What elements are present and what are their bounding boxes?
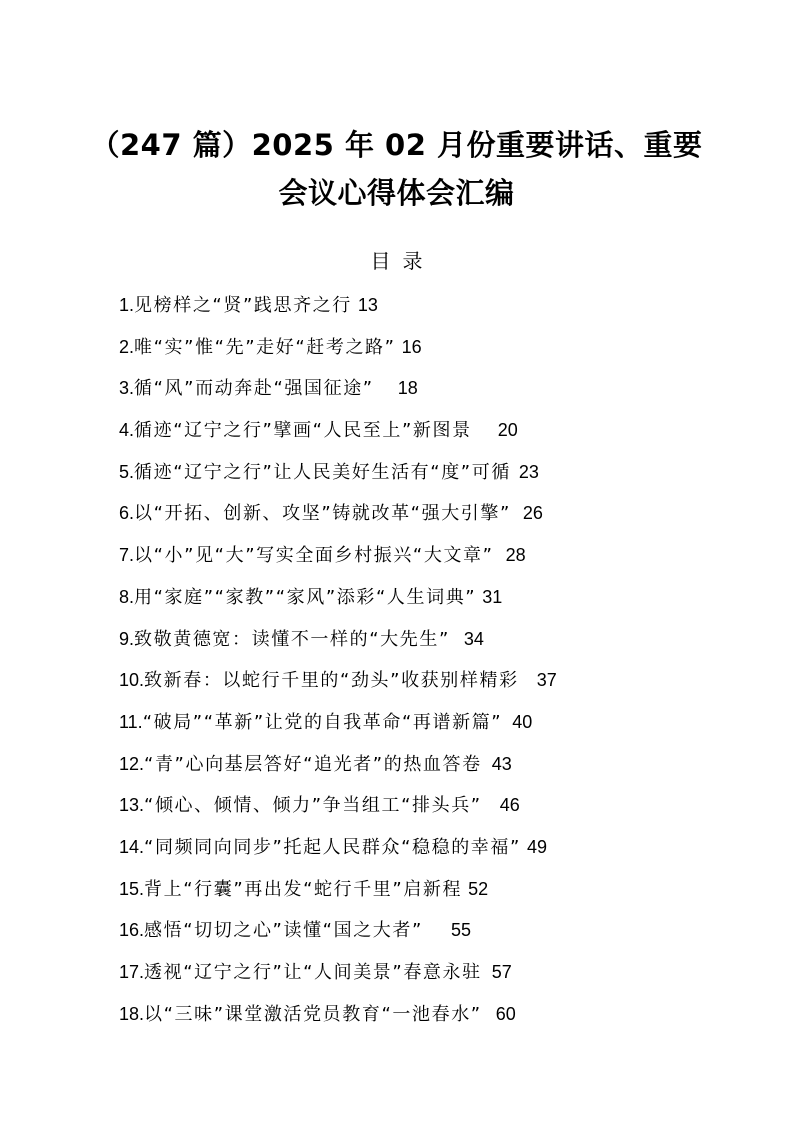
toc-entry-number: 17. <box>119 962 145 982</box>
toc-entry-page-number: 13 <box>357 295 378 315</box>
toc-entry-title: 循“风”而动奔赴“强国征途” <box>134 378 374 400</box>
toc-entry-title: “同频同向同步”托起人民群众“稳稳的幸福” <box>144 836 521 858</box>
toc-entry[interactable] <box>119 330 739 372</box>
toc-entry[interactable] <box>119 580 739 622</box>
toc-entry-page-number: 52 <box>468 878 489 899</box>
toc-entry[interactable] <box>119 622 739 664</box>
toc-entry-number: 7. <box>119 545 135 566</box>
toc-entry-title: “破局”“革新”让党的自我革命“再谱新篇” <box>142 711 503 733</box>
toc-entry[interactable] <box>119 913 739 955</box>
toc-entry-page-number: 55 <box>450 920 471 941</box>
toc-entry[interactable] <box>119 872 739 914</box>
document-title-line-1: （247 篇）2025 年 02 月份重要讲话、重要 <box>90 128 703 162</box>
toc-entry-number: 2. <box>119 336 135 357</box>
toc-entry-title: “倾心、倾情、倾力”争当组工“排头兵” <box>144 795 482 817</box>
document-title-line-2: 会议心得体会汇编 <box>278 176 515 210</box>
toc-entry-title: “青”心向基层答好“追光者”的热血答卷 <box>144 753 482 775</box>
toc-entry[interactable] <box>119 455 739 497</box>
toc-entry[interactable] <box>119 496 739 538</box>
toc-entry[interactable] <box>119 371 739 413</box>
table-of-contents <box>119 288 739 1038</box>
toc-entry-page-number: 49 <box>526 836 547 857</box>
toc-entry-title: 循迹“辽宁之行”擘画“人民至上”新图景 <box>134 420 472 442</box>
toc-entry-number: 4. <box>119 420 135 441</box>
toc-entry-title: 循迹“辽宁之行”让人民美好生活有“度”可循 <box>134 461 511 483</box>
toc-entry-number: 15. <box>119 878 145 899</box>
toc-entry[interactable] <box>119 955 739 997</box>
toc-entry[interactable] <box>119 830 739 872</box>
toc-entry-page-number: 37 <box>536 670 557 691</box>
toc-entry-title: 见榜样之“贤”践思齐之行 <box>134 295 352 316</box>
toc-heading: 目录 <box>370 249 435 273</box>
toc-entry-title: 唯“实”惟“先”走好“赶考之路” <box>134 336 396 358</box>
toc-entry[interactable] <box>119 747 739 789</box>
toc-entry-number: 6. <box>119 503 135 524</box>
toc-entry-title: 以“小”见“大”写实全面乡村振兴“大文章” <box>134 545 494 567</box>
toc-entry-page-number: 60 <box>495 1003 516 1024</box>
toc-entry-title: 以“开拓、创新、攻坚”铸就改革“强大引擎” <box>134 503 511 525</box>
toc-entry-number: 8. <box>119 586 135 607</box>
toc-entry-title: 感悟“切切之心”读懂“国之大者” <box>144 920 423 942</box>
toc-entry-number: 14. <box>119 836 145 857</box>
toc-entry-number: 16. <box>119 920 145 941</box>
toc-entry-page-number: 20 <box>497 420 518 441</box>
toc-entry-title: 透视“辽宁之行”让“人间美景”春意永驻 <box>144 962 482 983</box>
toc-entry-number: 11. <box>119 711 143 732</box>
toc-entry-title: 致敬黄德宽：读懂不一样的“大先生” <box>134 628 450 650</box>
toc-entry-page-number: 34 <box>463 628 484 649</box>
toc-entry-page-number: 46 <box>499 795 520 816</box>
toc-entry-number: 3. <box>119 378 135 399</box>
toc-entry[interactable] <box>119 538 739 580</box>
toc-entry-page-number: 26 <box>522 503 543 524</box>
toc-entry-number: 13. <box>119 795 145 816</box>
toc-entry[interactable] <box>119 705 739 747</box>
toc-entry-page-number: 57 <box>491 962 512 982</box>
toc-entry[interactable] <box>119 997 739 1039</box>
toc-entry-title: 背上“行囊”再出发“蛇行千里”启新程 <box>144 878 463 900</box>
toc-entry-page-number: 23 <box>518 461 539 482</box>
toc-entry-title: 用“家庭”“家教”“家风”添彩“人生词典” <box>134 586 477 608</box>
toc-entry[interactable] <box>119 663 739 705</box>
toc-entry-page-number: 18 <box>397 378 418 399</box>
toc-entry-page-number: 31 <box>482 586 503 607</box>
toc-entry-number: 10. <box>119 670 145 691</box>
toc-entry[interactable] <box>119 788 739 830</box>
toc-entry-number: 12. <box>119 753 145 774</box>
toc-entry-number: 18. <box>119 1003 145 1024</box>
toc-entry-page-number: 43 <box>491 753 512 774</box>
toc-entry-page-number: 16 <box>401 336 422 357</box>
toc-entry-page-number: 40 <box>512 711 533 732</box>
toc-entry-number: 9. <box>119 628 135 649</box>
toc-entry-title: 致新春：以蛇行千里的“劲头”收获别样精彩 <box>144 670 519 692</box>
toc-entry-number: 5. <box>119 461 135 482</box>
toc-entry[interactable] <box>119 413 739 455</box>
toc-entry[interactable] <box>119 288 739 330</box>
toc-entry-page-number: 28 <box>505 545 526 566</box>
toc-entry-title: 以“三味”课堂激活党员教育“一池春水” <box>144 1003 482 1025</box>
toc-entry-number: 1. <box>119 295 135 315</box>
